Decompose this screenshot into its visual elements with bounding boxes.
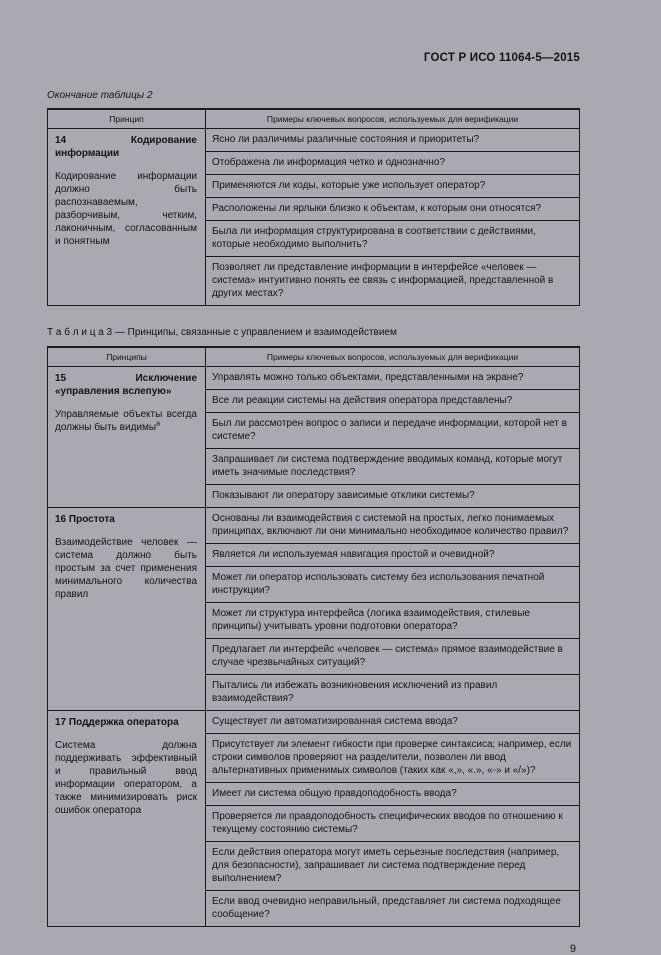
table-row <box>48 367 580 390</box>
principle-body-text: Управляемые объекты всегда должны быть видимы <box>55 409 197 433</box>
table-3-caption: Т а б л и ц а 3 — Принципы, связанные с управлением и взаимодействием <box>47 327 397 338</box>
question-cell: Может ли структура интерфейса (логика взаимодействия, стилевые принципы) учитывать уровни подготовки оператора? <box>206 603 580 639</box>
principle-title: 14 Кодирование информации <box>55 135 197 159</box>
principle-cell-16 <box>48 508 206 711</box>
question-cell: Если действия оператора могут иметь серьезные последствия (например, для безопасности), запрашивает ли система подтверждение перед выполнением? <box>206 842 580 891</box>
principle-body: Взаимодействие человек — система должно быть простым за счет применения минимального количества правил <box>55 537 197 600</box>
column-header-principle: Принцип <box>48 109 206 129</box>
question-cell: Является ли используемая навигация простой и очевидной? <box>206 544 580 567</box>
principle-body: Система должна поддерживать эффективный и правильный ввод информации оператором, а также минимизировать риск ошибок оператора <box>55 740 197 816</box>
principle-title: 17 Поддержка оператора <box>55 717 179 728</box>
principle-title: 15 Исключение «управления вслепую» <box>55 373 197 397</box>
question-cell: Управлять можно только объектами, представленными на экране? <box>206 367 580 390</box>
footnote-marker: а <box>156 420 160 428</box>
table-3 <box>47 346 580 927</box>
question-cell: Имеет ли система общую правдоподобность ввода? <box>206 783 580 806</box>
table-header-row <box>48 109 580 129</box>
question-cell: Запрашивает ли система подтверждение вводимых команд, которые могут иметь значимые последствия? <box>206 449 580 485</box>
question-cell: Был ли рассмотрен вопрос о записи и передаче информации, которой нет в системе? <box>206 413 580 449</box>
question-cell: Основаны ли взаимодействия с системой на простых, легко понимаемых принципах, включают ли они минимально необходимое количество правил? <box>206 508 580 544</box>
principle-title: 16 Простота <box>55 514 115 525</box>
question-cell: Присутствует ли элемент гибкости при проверке синтаксиса; например, если строки символов проверяют на разделители, позволен ли ввод альтернативных применимых символов (таких как «,», «.», «-» и «/»)? <box>206 734 580 783</box>
document-page <box>47 0 580 955</box>
principle-cell-15 <box>48 367 206 508</box>
question-cell: Существует ли автоматизированная система ввода? <box>206 711 580 734</box>
question-cell: Показывают ли оператору зависимые отклики системы? <box>206 485 580 508</box>
page-number: 9 <box>569 943 576 955</box>
column-header-principle: Принципы <box>48 347 206 367</box>
principle-body <box>55 408 197 434</box>
table-row <box>48 508 580 544</box>
principle-cell-17 <box>48 711 206 927</box>
table-row <box>48 711 580 734</box>
table-header-row <box>48 347 580 367</box>
question-cell: Пытались ли избежать возникновения исключений из правил взаимодействия? <box>206 675 580 711</box>
question-cell: Все ли реакции системы на действия оператора представлены? <box>206 390 580 413</box>
table-continuation-note: Окончание таблицы 2 <box>47 90 153 101</box>
table-2-continuation <box>47 108 580 306</box>
question-cell: Применяются ли коды, которые уже использует оператор? <box>206 175 580 198</box>
table-row <box>48 129 580 152</box>
question-cell: Ясно ли различимы различные состояния и приоритеты? <box>206 129 580 152</box>
question-cell: Отображена ли информация четко и однозначно? <box>206 152 580 175</box>
question-cell: Проверяется ли правдоподобность специфических вводов по отношению к текущему состоянию системы? <box>206 806 580 842</box>
question-cell: Может ли оператор использовать систему без использования печатной инструкции? <box>206 567 580 603</box>
question-cell: Расположены ли ярлыки близко к объектам, к которым они относятся? <box>206 198 580 221</box>
question-cell: Если ввод очевидно неправильный, представляет ли система подходящее сообщение? <box>206 891 580 927</box>
principle-body: Кодирование информации должно быть распознаваемым, разборчивым, четким, лаконичным, согласованным и понятным <box>55 171 197 247</box>
principle-cell-14 <box>48 129 206 306</box>
column-header-questions: Примеры ключевых вопросов, используемых для верификации <box>206 347 580 367</box>
question-cell: Позволяет ли представление информации в интерфейсе «человек — система» интуитивно понять ее связь с информацией, представленной в других местах? <box>206 257 580 306</box>
question-cell: Была ли информация структурирована в соответствии с действиями, которые необходимо выполнить? <box>206 221 580 257</box>
document-code: ГОСТ Р ИСО 11064-5—2015 <box>423 52 580 64</box>
question-cell: Предлагает ли интерфейс «человек — система» прямое взаимодействие в случае чрезвычайных ситуаций? <box>206 639 580 675</box>
column-header-questions: Примеры ключевых вопросов, используемых для верификации <box>206 109 580 129</box>
